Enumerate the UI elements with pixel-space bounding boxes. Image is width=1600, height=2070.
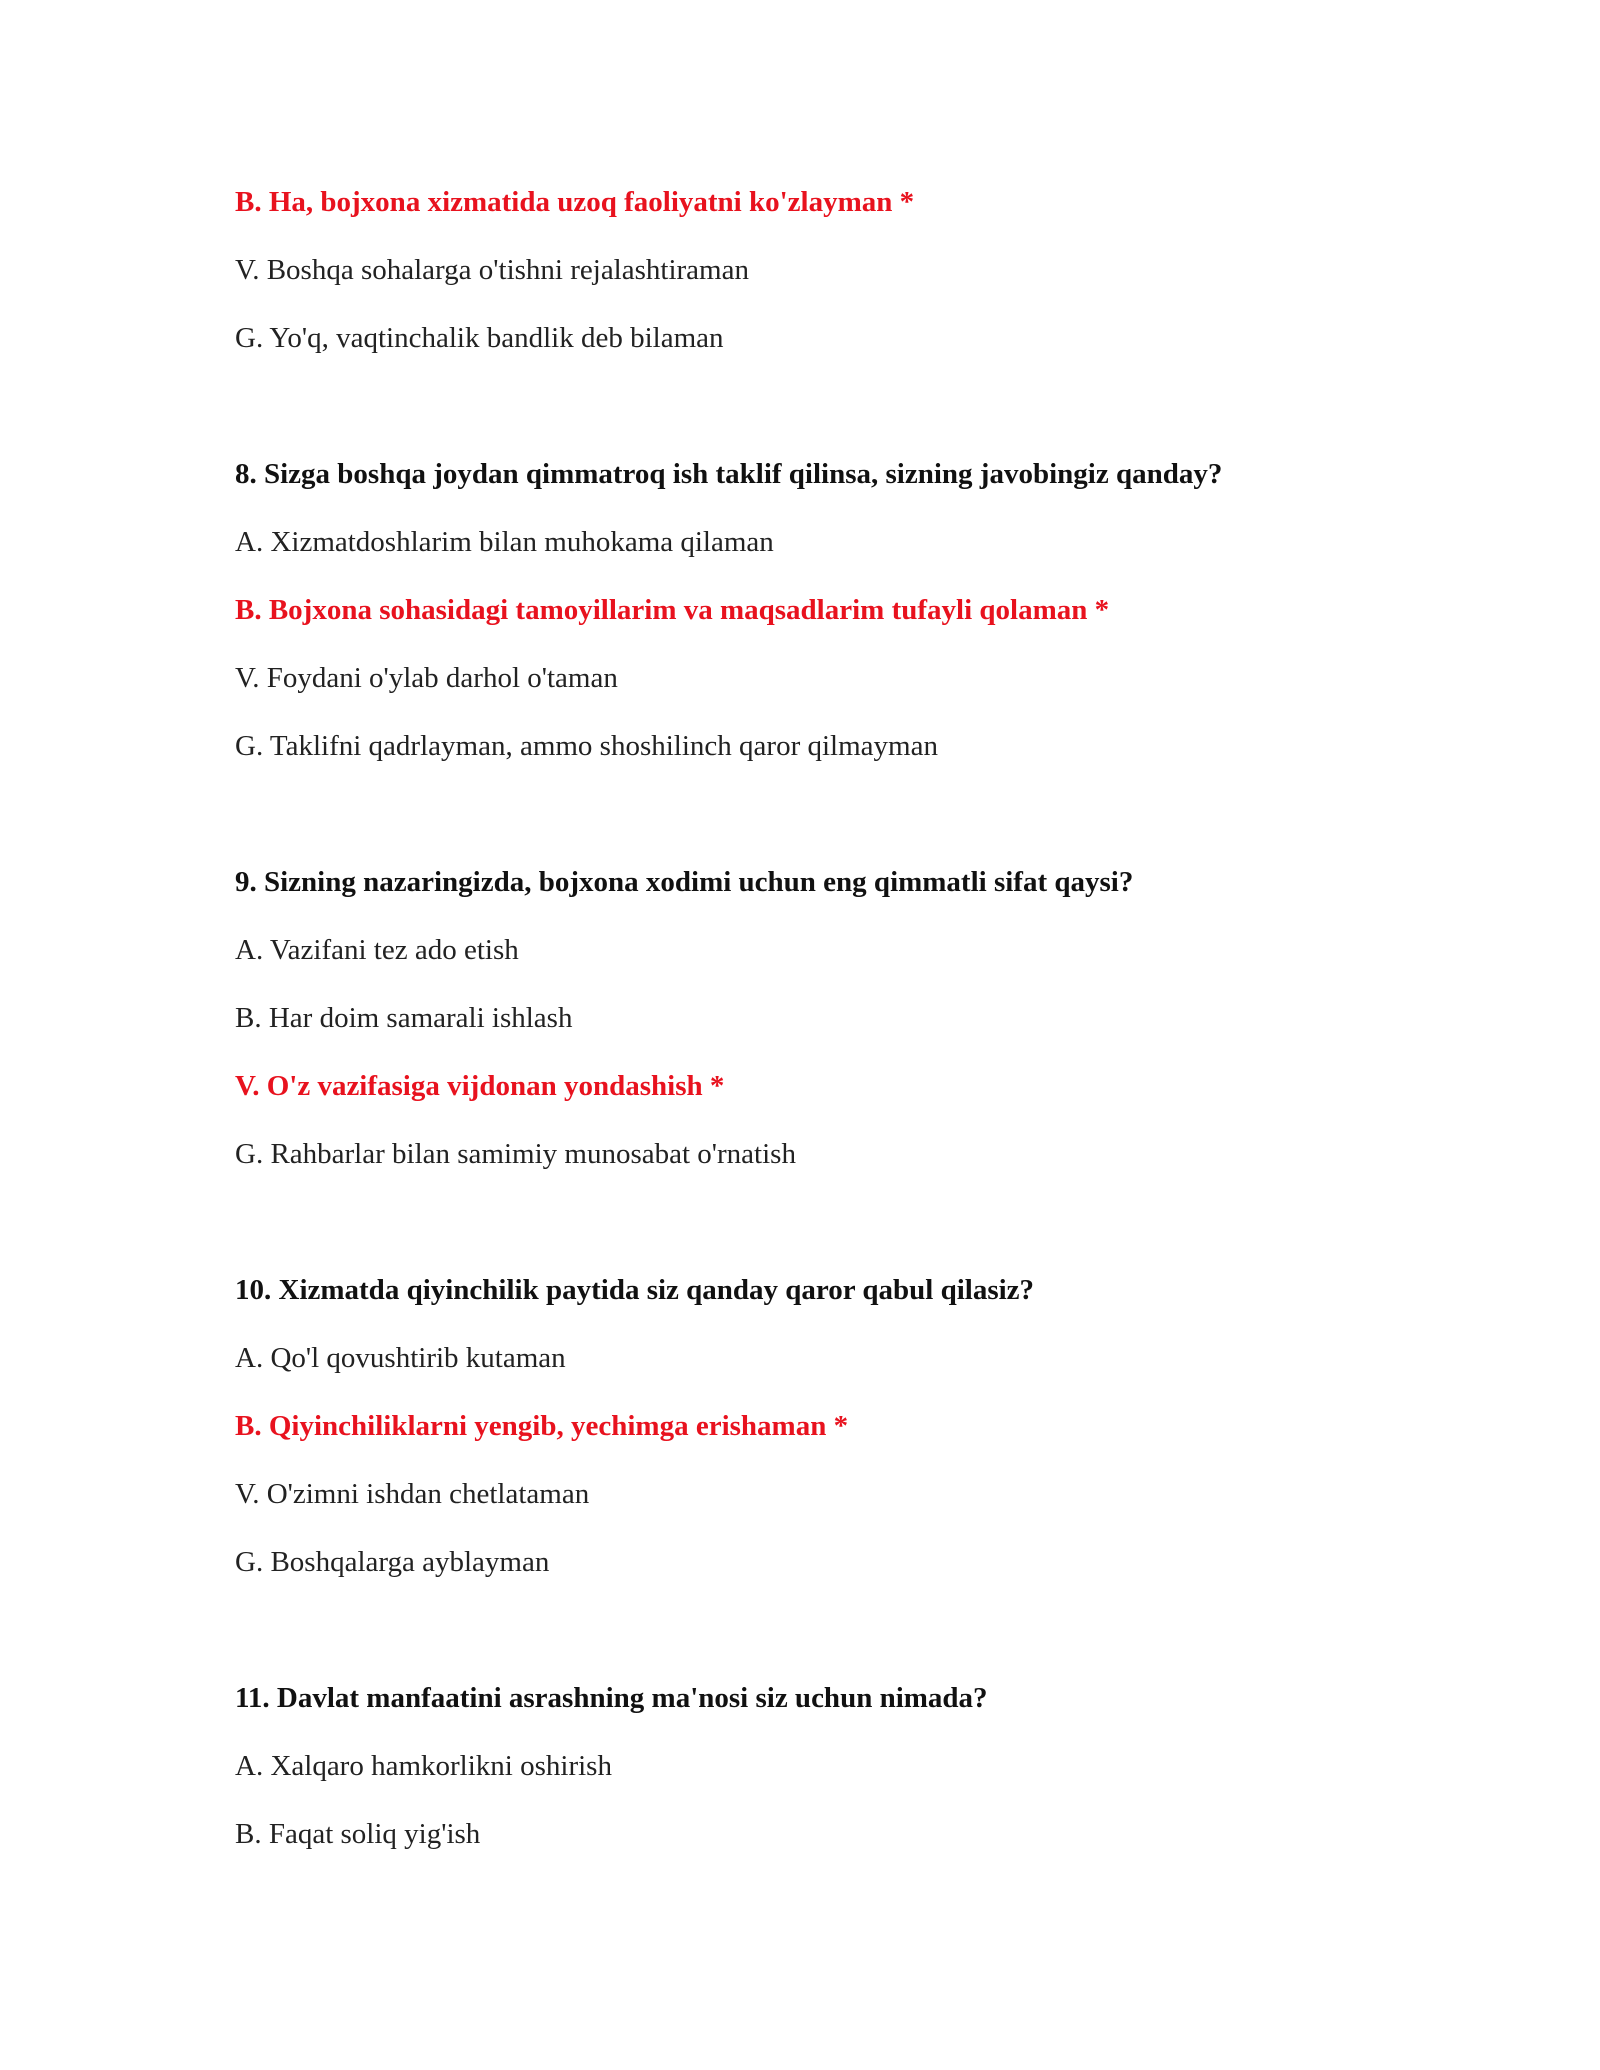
option-b-correct: B. Ha, bojxona xizmatida uzoq faoliyatni ko'zlayman * <box>235 186 915 218</box>
option-a: A. Xalqaro hamkorlikni oshirish <box>235 1750 612 1782</box>
option-b: B. Har doim samarali ishlash <box>235 1002 573 1034</box>
quiz-content <box>235 185 1435 1885</box>
question-title: 11. Davlat manfaatini asrashning ma'nosi siz uchun nimada? <box>235 1682 988 1714</box>
block-spacer <box>235 1205 1435 1273</box>
block-spacer <box>235 797 1435 865</box>
question-block-9 <box>235 865 1435 1171</box>
question-block-11 <box>235 1681 1435 1851</box>
option-v: V. O'zimni ishdan chetlataman <box>235 1478 590 1510</box>
option-g: G. Boshqalarga ayblayman <box>235 1546 550 1578</box>
option-v: V. Boshqa sohalarga o'tishni rejalashtiraman <box>235 254 749 286</box>
option-b: B. Faqat soliq yig'ish <box>235 1818 481 1850</box>
question-block-7 <box>235 185 1435 355</box>
option-g: G. Rahbarlar bilan samimiy munosabat o'rnatish <box>235 1138 796 1170</box>
option-a: A. Vazifani tez ado etish <box>235 934 519 966</box>
question-title: 10. Xizmatda qiyinchilik paytida siz qanday qaror qabul qilasiz? <box>235 1274 1035 1306</box>
block-spacer <box>235 1613 1435 1681</box>
option-g: G. Taklifni qadrlayman, ammo shoshilinch qaror qilmayman <box>235 730 938 762</box>
question-block-8 <box>235 457 1435 763</box>
block-spacer <box>235 389 1435 457</box>
option-b-correct: B. Qiyinchiliklarni yengib, yechimga erishaman * <box>235 1410 849 1442</box>
option-g: G. Yo'q, vaqtinchalik bandlik deb bilaman <box>235 322 724 354</box>
question-title: 9. Sizning nazaringizda, bojxona xodimi uchun eng qimmatli sifat qaysi? <box>235 866 1134 898</box>
option-v: V. Foydani o'ylab darhol o'taman <box>235 662 618 694</box>
option-a: A. Xizmatdoshlarim bilan muhokama qilaman <box>235 526 774 558</box>
question-block-10 <box>235 1273 1435 1579</box>
option-v-correct: V. O'z vazifasiga vijdonan yondashish * <box>235 1070 725 1102</box>
option-b-correct: B. Bojxona sohasidagi tamoyillarim va maqsadlarim tufayli qolaman * <box>235 594 1110 626</box>
option-a: A. Qo'l qovushtirib kutaman <box>235 1342 566 1374</box>
question-title: 8. Sizga boshqa joydan qimmatroq ish taklif qilinsa, sizning javobingiz qanday? <box>235 458 1223 490</box>
